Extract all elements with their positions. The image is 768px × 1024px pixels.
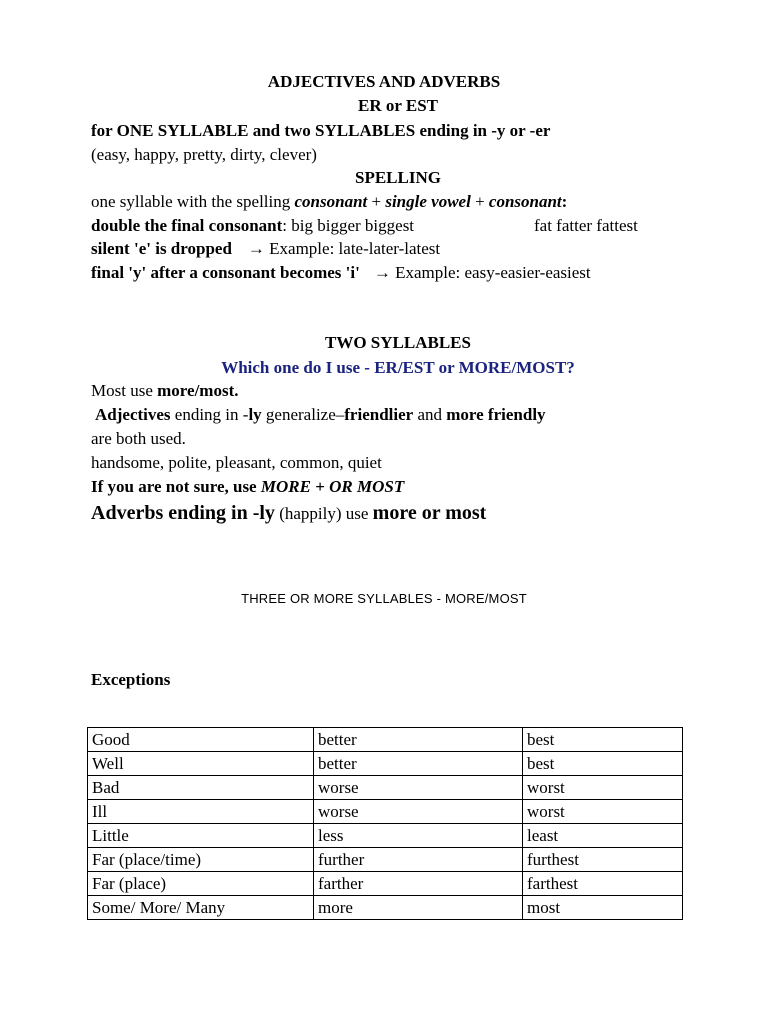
silent-e-label: silent 'e' is dropped <box>91 239 232 258</box>
adverbs-ly-line <box>91 501 486 526</box>
base-form-cell: Some/ More/ Many <box>88 896 314 920</box>
spelling-heading: SPELLING <box>355 168 441 187</box>
comparative-cell: better <box>314 752 523 776</box>
final-y-example: Example: easy-easier-easiest <box>390 263 591 282</box>
base-form-cell: Far (place/time) <box>88 848 314 872</box>
two-syllable-examples: handsome, polite, pleasant, common, quiet <box>91 453 382 472</box>
table-row <box>88 872 683 896</box>
superlative-cell: worst <box>523 800 683 824</box>
friendlier: friendlier <box>344 405 414 424</box>
not-sure-more: MORE <box>260 477 311 496</box>
most-use-text: Most use <box>91 381 158 400</box>
page-title: ADJECTIVES AND ADVERBS <box>267 72 501 91</box>
not-sure-text: If you are not sure, use <box>91 477 261 496</box>
adjectives-ly: ly <box>248 405 262 424</box>
not-sure-plus: + <box>310 477 330 496</box>
spelling-consonant: consonant <box>294 192 368 211</box>
arrow-right-icon: → <box>247 239 265 258</box>
table-row <box>88 824 683 848</box>
both-used-line: are both used. <box>91 429 186 448</box>
silent-e-rule <box>91 239 440 259</box>
arrow-right-icon: → <box>373 263 391 282</box>
adverbs-label: Adverbs ending in -ly <box>91 502 275 524</box>
table-row <box>88 848 683 872</box>
superlative-cell: best <box>523 752 683 776</box>
more-friendly: more friendly <box>446 405 546 424</box>
superlative-cell: worst <box>523 776 683 800</box>
rule-one-syllable: for ONE SYLLABLE and two SYLLABLES ending in -y or -er <box>91 121 551 140</box>
adverbs-paren: (happily) use <box>274 504 373 523</box>
base-form-cell: Far (place) <box>88 872 314 896</box>
table-row <box>88 776 683 800</box>
superlative-cell: best <box>523 728 683 752</box>
adjectives-text: ending in - <box>170 405 249 424</box>
double-consonant-rule <box>91 216 414 236</box>
superlative-cell: furthest <box>523 848 683 872</box>
spelling-colon: : <box>561 192 568 211</box>
spelling-single-vowel: single vowel <box>385 192 471 211</box>
two-syllables-heading: TWO SYLLABLES <box>325 333 471 352</box>
exceptions-table <box>87 727 683 920</box>
spelling-plus: + <box>470 192 489 211</box>
three-syllables-heading: THREE OR MORE SYLLABLES - MORE/MOST <box>241 591 527 606</box>
base-form-cell: Little <box>88 824 314 848</box>
comparative-cell: further <box>314 848 523 872</box>
double-consonant-example-2: fat fatter fattest <box>534 216 638 235</box>
base-form-cell: Good <box>88 728 314 752</box>
table-row <box>88 752 683 776</box>
comparative-cell: less <box>314 824 523 848</box>
base-form-cell: Ill <box>88 800 314 824</box>
silent-e-example: Example: late-later-latest <box>264 239 441 258</box>
double-consonant-label: double the final consonant <box>91 216 283 235</box>
superlative-cell: farthest <box>523 872 683 896</box>
spelling-intro: one syllable with the spelling <box>91 192 295 211</box>
adjectives-label: Adjectives <box>95 405 171 424</box>
comparative-cell: worse <box>314 776 523 800</box>
rule-one-examples: (easy, happy, pretty, dirty, clever) <box>91 145 317 164</box>
comparative-cell: farther <box>314 872 523 896</box>
comparative-cell: worse <box>314 800 523 824</box>
not-sure-line <box>91 477 404 497</box>
adjectives-and: and <box>413 405 447 424</box>
superlative-cell: least <box>523 824 683 848</box>
final-y-rule <box>91 263 591 283</box>
adverbs-more-most: more or most <box>372 502 487 524</box>
spelling-rule <box>91 192 567 212</box>
two-syllables-question: Which one do I use - ER/EST or MORE/MOST? <box>221 358 575 377</box>
exceptions-heading: Exceptions <box>91 670 171 689</box>
comparative-cell: better <box>314 728 523 752</box>
double-consonant-example: : big bigger biggest <box>282 216 415 235</box>
spelling-plus: + <box>367 192 386 211</box>
adjectives-generalize: generalize– <box>261 405 345 424</box>
adjectives-ly-line <box>95 405 546 425</box>
base-form-cell: Well <box>88 752 314 776</box>
most-use-line <box>91 381 238 401</box>
table-row <box>88 896 683 920</box>
table-row <box>88 800 683 824</box>
er-est-heading: ER or EST <box>358 96 438 115</box>
final-y-label: final 'y' after a consonant becomes 'i' <box>91 263 360 282</box>
comparative-cell: more <box>314 896 523 920</box>
base-form-cell: Bad <box>88 776 314 800</box>
spelling-consonant: consonant <box>488 192 562 211</box>
table-row <box>88 728 683 752</box>
most-use-bold: more/most. <box>157 381 239 400</box>
superlative-cell: most <box>523 896 683 920</box>
not-sure-most: OR MOST <box>329 477 405 496</box>
